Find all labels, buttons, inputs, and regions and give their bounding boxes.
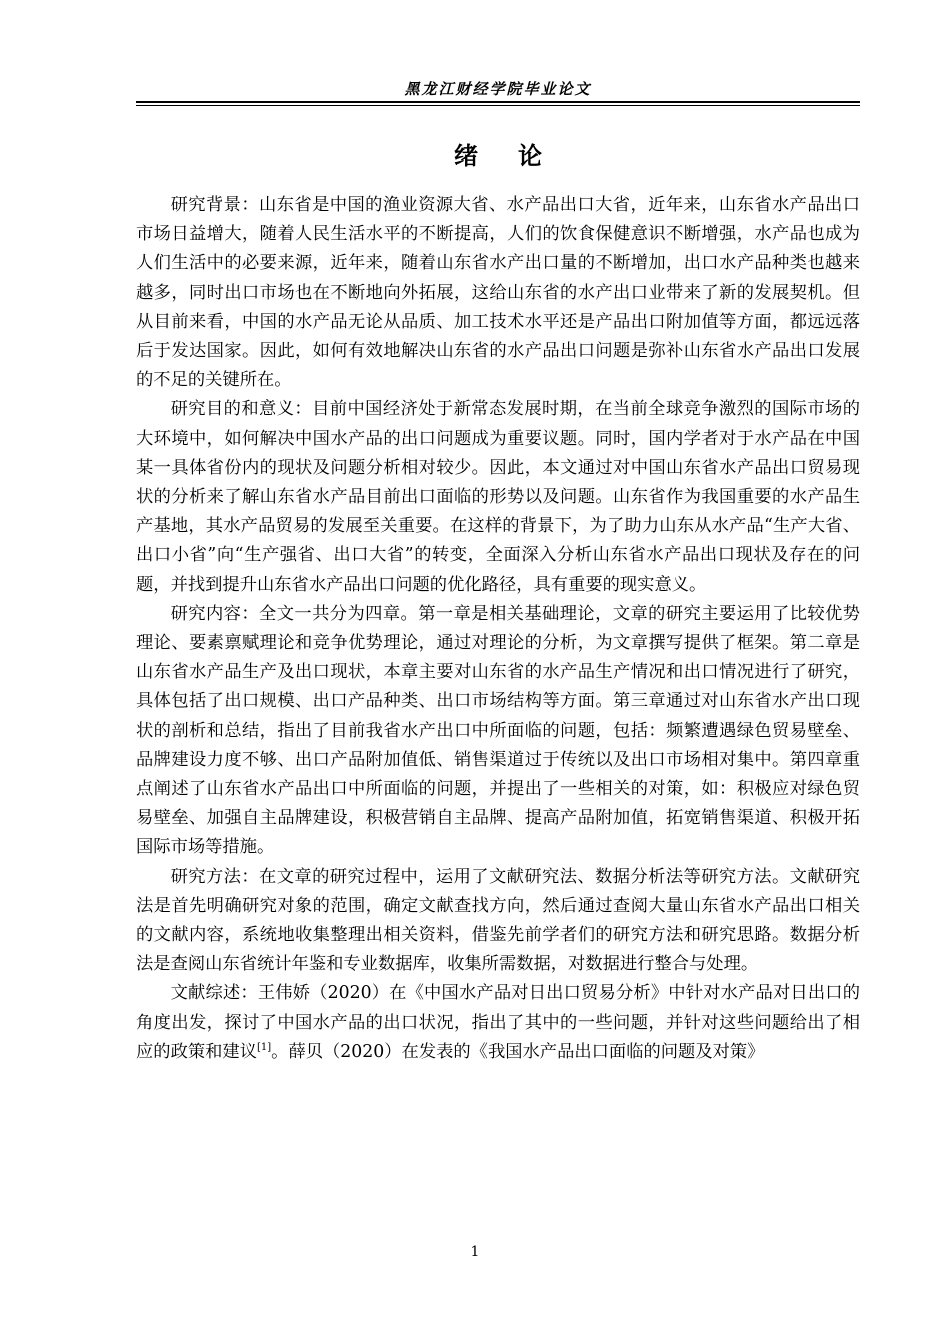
review-text-start: 文献综述：王伟娇（2020）在《中国水产品对日出口贸易分析》中针对水产品对日出口的角度出发，探讨了中国水产品的出口状况，指出了其中的一些问题，并针对这些问题给出了相应的政策和建议 [136,983,860,1062]
paragraph-method: 研究方法：在文章的研究过程中，运用了文献研究法、数据分析法等研究方法。文献研究法是首先明确研究对象的范围，确定文献查找方向，然后通过查阅大量山东省水产品出口相关的文献内容，系统地收集整理出相关资料，借鉴先前学者们的研究方法和研究思路。数据分析法是查阅山东省统计年鉴和专业数据库，收集所需数据，对数据进行整合与处理。 [136,866,860,975]
paragraph-content: 研究内容：全文一共分为四章。第一章是相关基础理论，文章的研究主要运用了比较优势理论、要素禀赋理论和竞争优势理论，通过对理论的分析，为文章撰写提供了框架。第二章是山东省水产品生产及出口现状，本章主要对山东省的水产品生产情况和出口情况进行了研究，具体包括了出口规模、出口产品种类、出口市场结构等方面。第三章通过对山东省水产出口现状的剖析和总结，指出了目前我省水产出口中所面临的问题，包括：频繁遭遇绿色贸易壁垒、品牌建设力度不够、出口产品附加值低、销售渠道过于传统以及出口市场相对集中。第四章重点阐述了山东省水产品出口中所面临的问题，并提出了一些相关的对策，如：积极应对绿色贸易壁垒、加强自主品牌建设，积极营销自主品牌、提高产品附加值，拓宽销售渠道、积极开拓国际市场等措施。 [136,603,860,858]
review-text-end: 。薛贝（2020）在发表的《我国水产品出口面临的问题及对策》 [271,1041,765,1062]
header-rule-thin [136,105,860,106]
body-text [136,191,860,1067]
section-title: 绪论 [454,141,582,170]
paragraph-literature-review [136,979,860,1067]
page-number: 1 [470,1244,480,1260]
paragraph-purpose: 研究目的和意义：目前中国经济处于新常态发展时期，在当前全球竞争激烈的国际市场的大环境中，如何解决中国水产品的出口问题成为重要议题。同时，国内学者对于水产品在中国某一具体省份内的现状及问题分析相对较少。因此，本文通过对中国山东省水产品出口贸易现状的分析来了解山东省水产品目前出口面临的形势以及问题。山东省作为我国重要的水产品生产基地，其水产品贸易的发展至关重要。在这样的背景下，为了助力山东从水产品“生产大省、出口小省”向“生产强省、出口大省”的转变，全面深入分析山东省水产品出口现状及存在的问题，并找到提升山东省水产品出口问题的优化路径，具有重要的现实意义。 [136,399,860,595]
paragraph-background: 研究背景：山东省是中国的渔业资源大省、水产品出口大省，近年来，山东省水产品出口市场日益增大，随着人民生活水平的不断提高，人们的饮食保健意识不断增强，水产品也成为人们生活中的必要来源，近年来，随着山东省水产出口量的不断增加，出口水产品种类也越来越多，同时出口市场也在不断地向外拓展，这给山东省的水产出口业带来了新的发展契机。但从目前来看，中国的水产品无论从品质、加工技术水平还是产品出口附加值等方面，都远远落后于发达国家。因此，如何有效地解决山东省的水产品出口问题是弥补山东省水产品出口发展的不足的关键所在。 [136,195,860,391]
citation-marker: [1] [256,1042,272,1054]
running-header: 黑龙江财经学院毕业论文 [404,80,592,98]
header-rule-thick [136,101,860,103]
